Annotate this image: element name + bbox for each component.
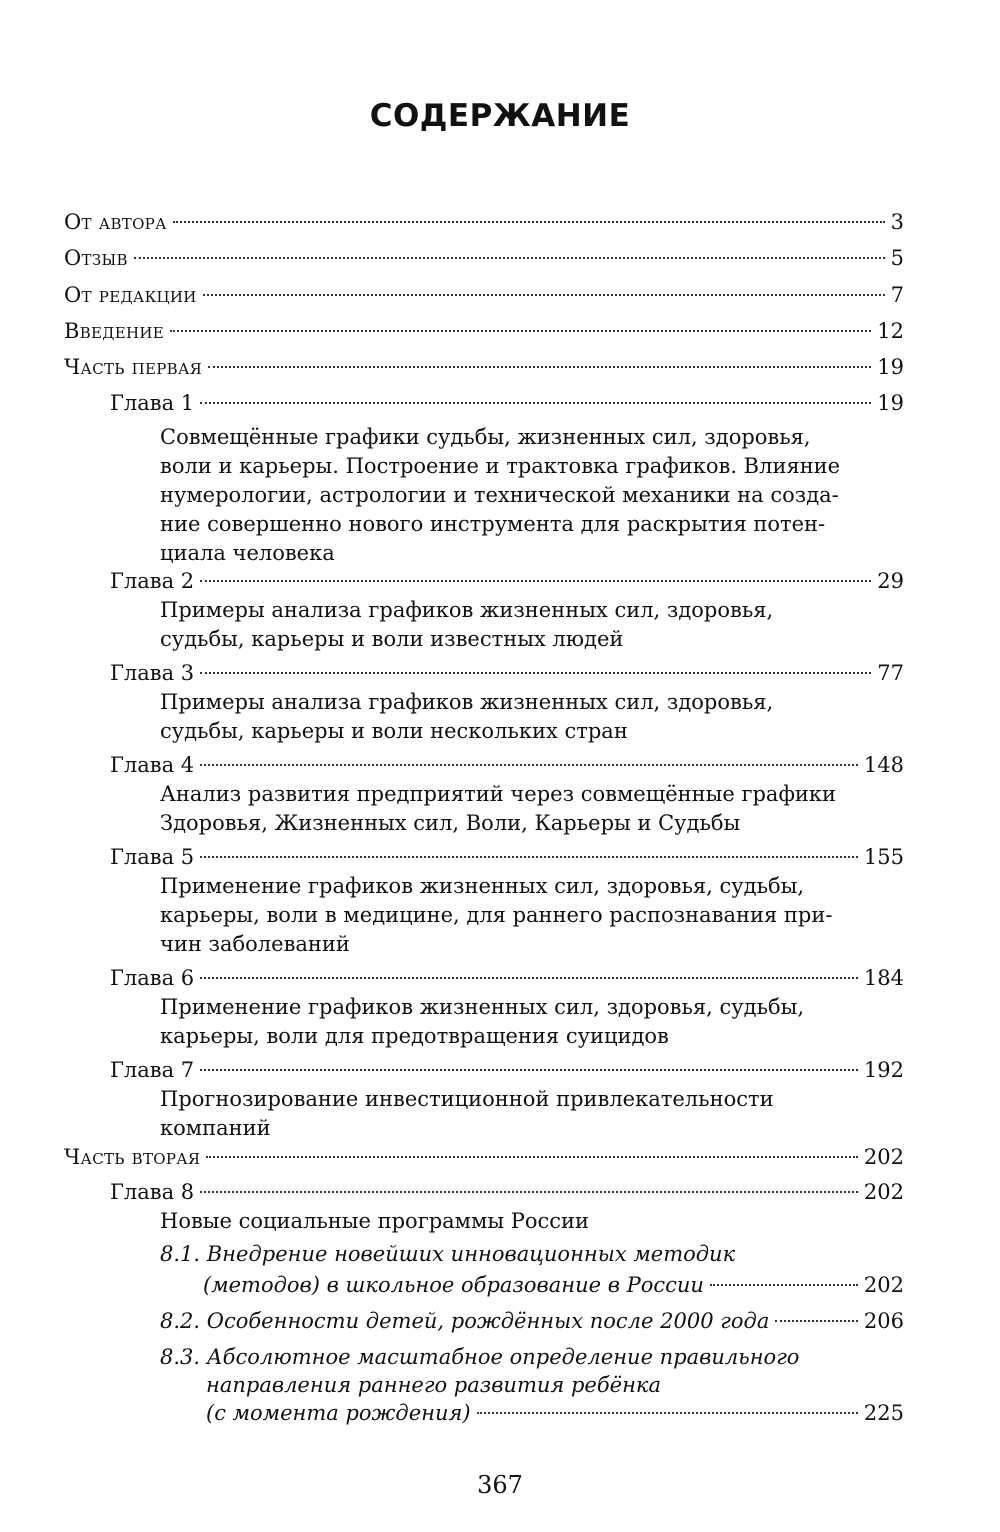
- dot-leader: [200, 856, 858, 858]
- toc-entry-label: Отзыв: [64, 246, 128, 270]
- dot-leader: [200, 1191, 858, 1193]
- toc-entry[interactable]: [64, 280, 904, 310]
- chapter-page: 77: [877, 661, 904, 685]
- toc-entry-label: От автора: [64, 210, 167, 234]
- toc-entry[interactable]: [64, 243, 904, 273]
- section-page: 225: [863, 1401, 904, 1425]
- description-line: Прогнозирование инвестиционной привлекательности: [160, 1087, 774, 1111]
- toc-entry-label: Введение: [64, 319, 165, 343]
- description-line: Совмещённые графики судьбы, жизненных сил, здоровья,: [160, 425, 811, 449]
- description-line: ние совершенно нового инструмента для раскрытия потен-: [160, 512, 826, 536]
- chapter-label: Глава 7: [110, 1058, 195, 1082]
- chapter-description: [160, 423, 905, 568]
- toc-entry-label: Часть первая: [64, 355, 203, 379]
- toc-chapter[interactable]: [110, 963, 904, 993]
- description-line: Здоровья, Жизненных сил, Воли, Карьеры и Судьбы: [160, 811, 741, 835]
- toc-chapter[interactable]: [110, 842, 904, 872]
- dot-leader: [203, 294, 885, 296]
- description-line: Примеры анализа графиков жизненных сил, здоровья,: [160, 598, 774, 622]
- dot-leader: [200, 1069, 858, 1071]
- toc-entry-part[interactable]: [64, 1142, 904, 1172]
- description-line: Применение графиков жизненных сил, здоровья, судьбы,: [160, 995, 805, 1019]
- section-title-line: направления раннего развития ребёнка: [206, 1373, 661, 1397]
- dot-leader: [206, 1156, 858, 1158]
- toc-entry[interactable]: [64, 207, 904, 237]
- toc-entry-page: 5: [890, 246, 904, 270]
- chapter-label: Глава 1: [110, 391, 195, 415]
- toc-entry-page: 202: [863, 1145, 904, 1169]
- dot-leader: [173, 221, 885, 223]
- chapter-page: 202: [863, 1180, 904, 1204]
- description-line: судьбы, карьеры и воли известных людей: [160, 627, 624, 651]
- toc-entry-page: 3: [890, 210, 904, 234]
- description-line: карьеры, воли для предотвращения суицидов: [160, 1024, 669, 1048]
- chapter-description: [160, 688, 905, 746]
- dot-leader: [170, 330, 871, 332]
- toc-chapter[interactable]: [110, 566, 904, 596]
- dot-leader: [200, 977, 858, 979]
- chapter-page: 192: [863, 1058, 904, 1082]
- chapter-page: 19: [877, 391, 904, 415]
- chapter-label: Глава 6: [110, 966, 195, 990]
- chapter-label: Глава 5: [110, 845, 195, 869]
- toc-section[interactable]: [160, 1306, 904, 1336]
- chapter-description: [160, 993, 905, 1051]
- section-title-line: 8.1. Внедрение новейших инновационных методик: [160, 1242, 736, 1266]
- description-line: судьбы, карьеры и воли нескольких стран: [160, 719, 628, 743]
- description-line: чин заболеваний: [160, 932, 350, 956]
- dot-leader: [200, 402, 871, 404]
- section-page: 206: [863, 1309, 904, 1333]
- chapter-description: [160, 780, 905, 838]
- section-page: 202: [863, 1273, 904, 1297]
- dot-leader: [208, 366, 871, 368]
- chapter-label: Глава 4: [110, 753, 195, 777]
- toc-entry-label: Часть вторая: [64, 1145, 201, 1169]
- toc-entry-page: 19: [877, 355, 904, 379]
- chapter-label: Глава 8: [110, 1180, 195, 1204]
- chapter-label: Глава 2: [110, 569, 195, 593]
- page-number: 367: [477, 1471, 523, 1499]
- dot-leader: [134, 257, 885, 259]
- description-line: карьеры, воли в медицине, для раннего распознавания при-: [160, 903, 833, 927]
- dot-leader: [710, 1284, 858, 1286]
- page-title: СОДЕРЖАНИЕ: [369, 98, 631, 134]
- toc-section[interactable]: [203, 1270, 904, 1300]
- description-line: нумерологии, астрологии и технической механики на созда-: [160, 483, 839, 507]
- chapter-page: 184: [863, 966, 904, 990]
- section-label: (с момента рождения): [206, 1401, 471, 1425]
- toc-entry-page: 12: [877, 319, 904, 343]
- chapter-page: 155: [863, 845, 904, 869]
- toc-chapter[interactable]: [110, 388, 904, 418]
- dot-leader: [775, 1320, 858, 1322]
- dot-leader: [200, 580, 871, 582]
- toc-section[interactable]: [206, 1398, 904, 1428]
- description-line: Примеры анализа графиков жизненных сил, здоровья,: [160, 690, 774, 714]
- toc-entry-label: От редакции: [64, 283, 197, 307]
- dot-leader: [477, 1412, 858, 1414]
- dot-leader: [200, 672, 871, 674]
- chapter-description: [160, 872, 905, 959]
- chapter-description: [160, 596, 905, 654]
- description-line: Анализ развития предприятий через совмещённые графики: [160, 782, 837, 806]
- toc-chapter[interactable]: [110, 1055, 904, 1085]
- toc-entry[interactable]: [64, 316, 904, 346]
- section-label: 8.2. Особенности детей, рождённых после 2000 года: [160, 1309, 770, 1333]
- description-line: воли и карьеры. Построение и трактовка графиков. Влияние: [160, 454, 841, 478]
- description-line: Новые социальные программы России: [160, 1209, 590, 1233]
- toc-entry-page: 7: [890, 283, 904, 307]
- section-label: (методов) в школьное образование в России: [203, 1273, 704, 1297]
- toc-chapter[interactable]: [110, 750, 904, 780]
- chapter-page: 148: [863, 753, 904, 777]
- toc-chapter[interactable]: [110, 658, 904, 688]
- chapter-description: [160, 1085, 905, 1143]
- description-line: компаний: [160, 1116, 271, 1140]
- chapter-page: 29: [877, 569, 904, 593]
- chapter-description: [160, 1207, 905, 1236]
- description-line: Применение графиков жизненных сил, здоровья, судьбы,: [160, 874, 805, 898]
- toc-chapter[interactable]: [110, 1177, 904, 1207]
- description-line: циала человека: [160, 541, 335, 565]
- chapter-label: Глава 3: [110, 661, 195, 685]
- toc-entry-part[interactable]: [64, 352, 904, 382]
- dot-leader: [200, 764, 858, 766]
- section-title-line: 8.3. Абсолютное масштабное определение правильного: [160, 1345, 800, 1369]
